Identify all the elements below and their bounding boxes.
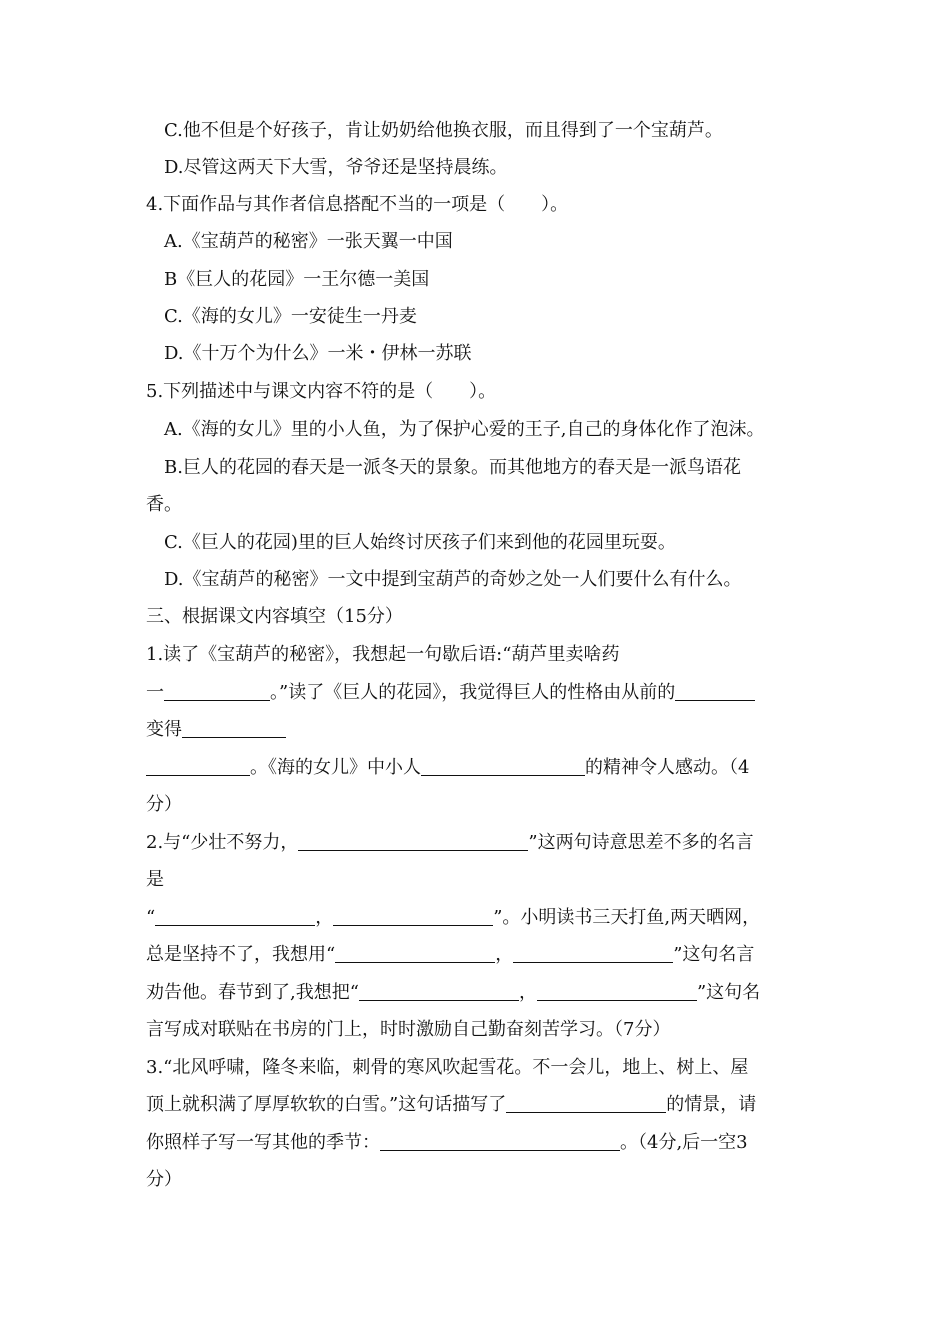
text: 顶上就积满了厚厚软软的白雪。”这句话描写了 (146, 1094, 507, 1115)
answer-blank[interactable] (164, 682, 270, 701)
s3-q2-line3 (146, 906, 760, 930)
q5-option-d: D.《宝葫芦的秘密》一文中提到宝葫芦的奇妙之处一人们要什么有什么。 (164, 569, 742, 590)
text: 。《海的女儿》中小人 (250, 757, 421, 778)
text: ， (315, 907, 334, 928)
s3-q3-line2 (146, 1093, 756, 1117)
answer-blank[interactable] (421, 757, 585, 776)
text: 的情景，请 (666, 1094, 757, 1115)
text: 2.与“少壮不努力， (146, 832, 299, 853)
q5-stem: 5.下列描述中与课文内容不符的是（ ）。 (146, 381, 497, 402)
text: ”。小明读书三天打鱼,两天晒网， (493, 907, 761, 928)
text: 总是坚持不了，我想用“ (146, 944, 336, 965)
s3-q1-line3 (146, 718, 286, 742)
text: 变得 (146, 719, 182, 740)
s3-q3-line4: 分） (146, 1169, 182, 1190)
text: 你照样子写一写其他的季节： (146, 1132, 380, 1153)
q5-option-b-line2: 香。 (146, 494, 182, 515)
q5-option-a: A.《海的女儿》里的小人鱼，为了保护心爱的王子,自己的身体化作了泡沫。 (164, 419, 765, 440)
s3-q1-line4 (146, 756, 749, 780)
s3-q2-line2: 是 (146, 869, 164, 890)
answer-blank[interactable] (182, 719, 286, 738)
text: ， (495, 944, 514, 965)
q4-option-c: C.《海的女儿》一安徒生一丹麦 (164, 306, 417, 327)
s3-q1-line2 (146, 681, 755, 705)
q4-option-b: B《巨人的花园》一王尔德一美国 (164, 269, 430, 290)
q4-stem: 4.下面作品与其作者信息搭配不当的一项是（ ）。 (146, 194, 569, 215)
answer-blank[interactable] (298, 832, 528, 851)
text: 的精神令人感动。（4 (585, 757, 750, 778)
answer-blank[interactable] (155, 907, 315, 926)
q5-option-c: C.《巨人的花园)里的巨人始终讨厌孩子们来到他的花园里玩耍。 (164, 532, 676, 553)
text: 一 (146, 682, 164, 703)
answer-blank[interactable] (537, 982, 697, 1001)
text: ”这句名 (696, 982, 761, 1003)
q4-option-d: D.《十万个为什么》一米・伊林一苏联 (164, 343, 472, 364)
s3-q1-line5: 分） (146, 794, 182, 815)
answer-blank[interactable] (675, 682, 755, 701)
answer-blank[interactable] (335, 944, 495, 963)
text: “ (146, 907, 156, 928)
s3-q3-line1: 3.“北风呼啸，隆冬来临，刺骨的寒风吹起雪花。不一会儿，地上、树上、屋 (146, 1057, 749, 1078)
answer-blank[interactable] (513, 944, 673, 963)
answer-blank[interactable] (146, 757, 250, 776)
s3-q2-line4 (146, 943, 754, 967)
text: ”这句名言 (673, 944, 755, 965)
s3-q3-line3 (146, 1131, 748, 1155)
text: 。”读了《巨人的花园》，我觉得巨人的性格由从前的 (270, 682, 676, 703)
text: ”这两句诗意思差不多的名言 (528, 832, 754, 853)
answer-blank[interactable] (333, 907, 493, 926)
s3-q1-line1: 1.读了《宝葫芦的秘密》，我想起一句歇后语:“葫芦里卖啥药 (146, 644, 620, 665)
q5-option-b-line1: B.巨人的花园的春天是一派冬天的景象。而其他地方的春天是一派鸟语花 (164, 457, 741, 478)
q3-option-c: C.他不但是个好孩子，肯让奶奶给他换衣服，而且得到了一个宝葫芦。 (164, 120, 723, 141)
text: 劝告他。春节到了,我想把“ (146, 982, 359, 1003)
q4-option-a: A.《宝葫芦的秘密》一张天翼一中国 (164, 231, 453, 252)
text: 。（4分,后一空3 (620, 1132, 748, 1153)
section-3-title: 三、根据课文内容填空（15分） (146, 606, 403, 627)
s3-q2-line6: 言写成对联贴在书房的门上，时时激励自己勤奋刻苦学习。（7分） (146, 1019, 671, 1040)
text: ， (518, 982, 537, 1003)
s3-q2-line1 (146, 831, 754, 855)
q3-option-d: D.尽管这两天下大雪，爷爷还是坚持晨练。 (164, 157, 508, 178)
answer-blank[interactable] (359, 982, 519, 1001)
answer-blank[interactable] (380, 1132, 620, 1151)
s3-q2-line5 (146, 981, 760, 1005)
answer-blank[interactable] (506, 1094, 666, 1113)
